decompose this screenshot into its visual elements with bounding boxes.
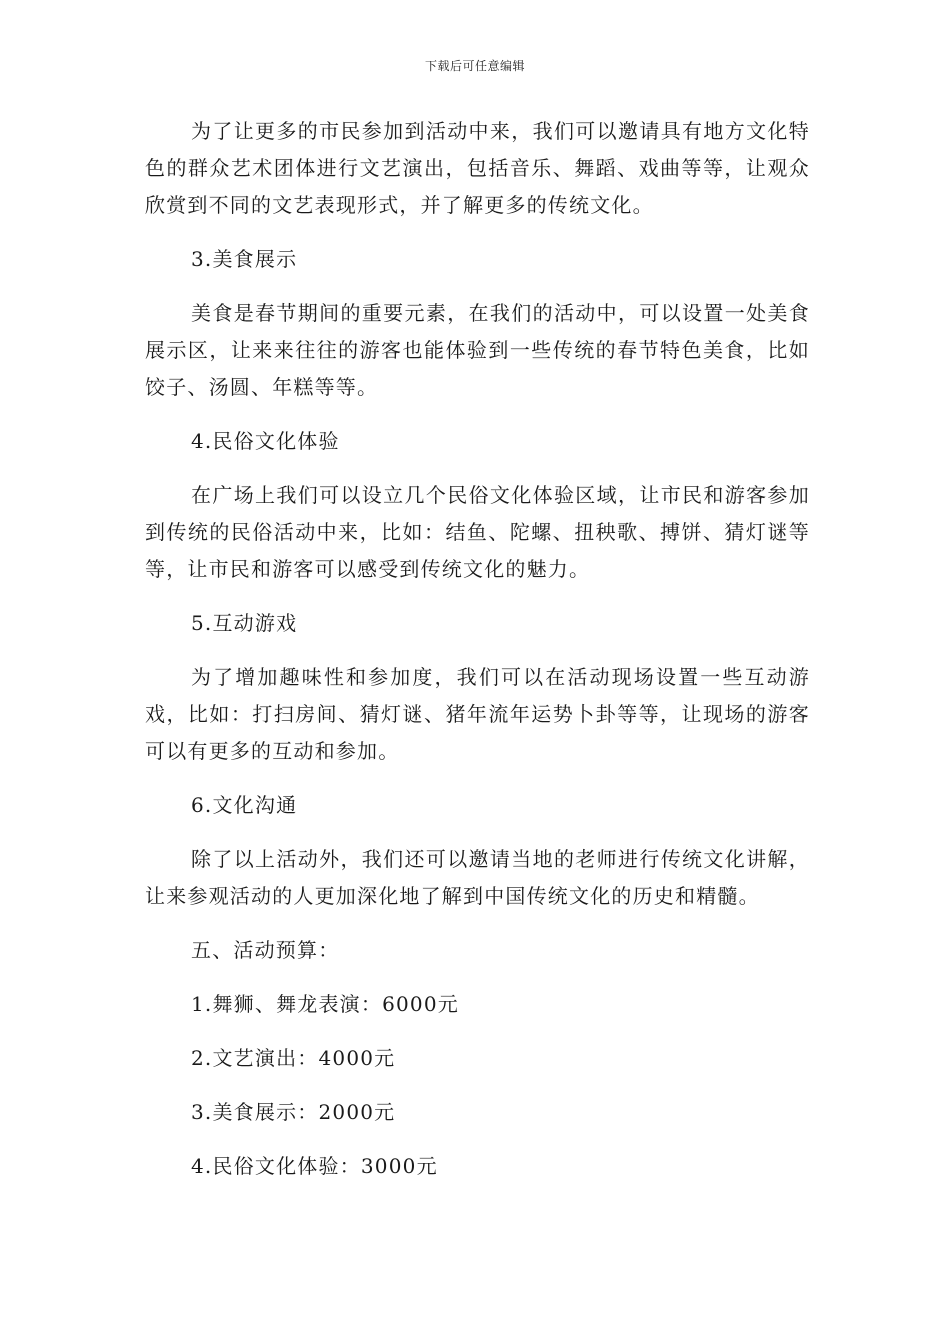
budget-item: 4.民俗文化体验：3000元	[191, 1154, 438, 1178]
paragraph-games: 为了增加趣味性和参加度，我们可以在活动现场设置一些互动游戏，比如：打扫房间、猜灯谜、猪年流年运势卜卦等等，让现场的游客可以有更多的互动和参加。	[145, 665, 810, 763]
section-heading-food: 3.美食展示	[191, 247, 298, 271]
paragraph-food: 美食是春节期间的重要元素，在我们的活动中，可以设置一处美食展示区，让来来往往的游客也能体验到一些传统的春节特色美食，比如饺子、汤圆、年糕等等。	[145, 301, 810, 399]
section-heading-folk-culture: 4.民俗文化体验	[191, 429, 340, 453]
budget-item: 2.文艺演出：4000元	[191, 1046, 396, 1070]
section-heading-communication: 6.文化沟通	[191, 793, 298, 817]
budget-item: 3.美食展示：2000元	[191, 1100, 396, 1124]
paragraph-folk-culture: 在广场上我们可以设立几个民俗文化体验区域，让市民和游客参加到传统的民俗活动中来，比如：结鱼、陀螺、扭秧歌、搏饼、猜灯谜等等，让市民和游客可以感受到传统文化的魅力。	[145, 483, 810, 581]
section-heading-budget: 五、活动预算：	[191, 938, 340, 962]
section-heading-games: 5.互动游戏	[191, 611, 298, 635]
document-body	[145, 113, 810, 1185]
budget-item: 1.舞狮、舞龙表演：6000元	[191, 992, 459, 1016]
page-header: 下载后可任意编辑	[424, 59, 525, 73]
paragraph-performance: 为了让更多的市民参加到活动中来，我们可以邀请具有地方文化特色的群众艺术团体进行文艺演出，包括音乐、舞蹈、戏曲等等，让观众欣赏到不同的文艺表现形式，并了解更多的传统文化。	[145, 119, 810, 217]
paragraph-communication: 除了以上活动外，我们还可以邀请当地的老师进行传统文化讲解，让来参观活动的人更加深化地了解到中国传统文化的历史和精髓。	[145, 847, 810, 908]
